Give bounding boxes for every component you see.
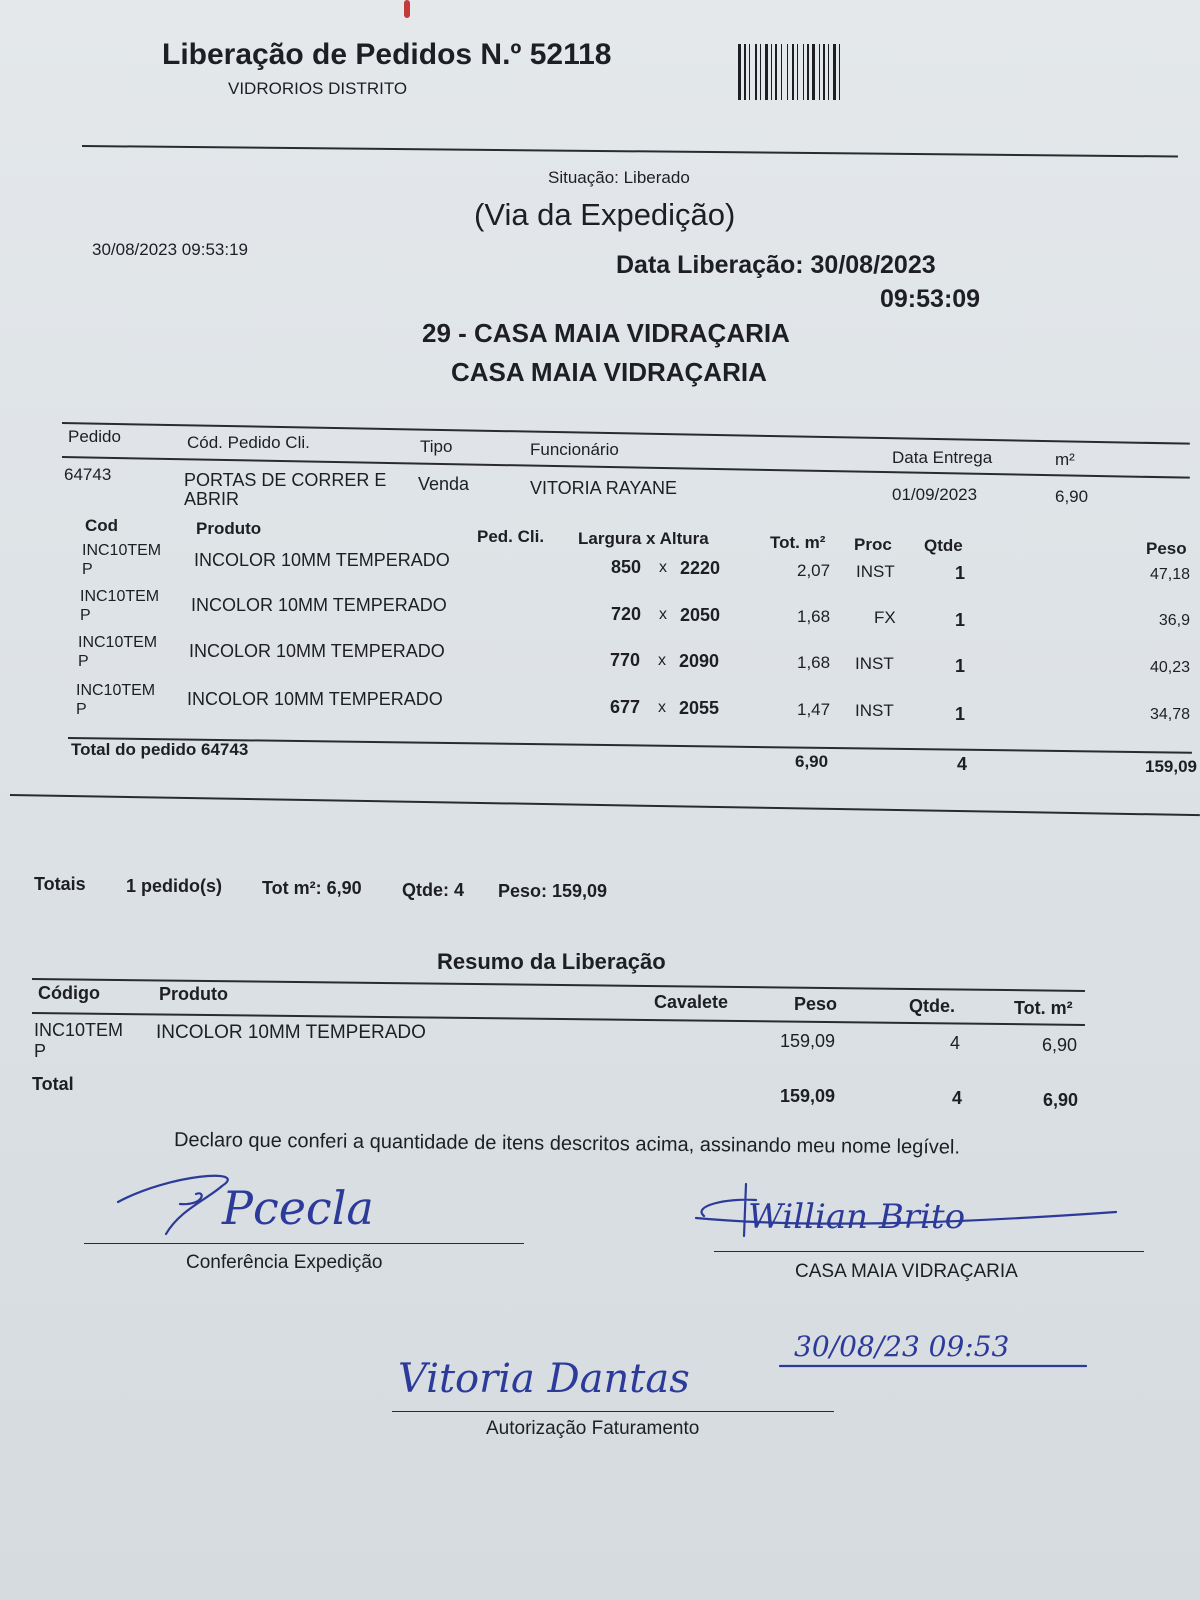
resumo-produto: INCOLOR 10MM TEMPERADO	[156, 1022, 426, 1043]
order-total-label: Total do pedido 64743	[71, 740, 249, 759]
item-proc: INST	[856, 562, 895, 581]
item-x: x	[658, 652, 666, 669]
item-cod: INC10TEM	[80, 588, 160, 605]
svg-text:Pcecla: Pcecla	[222, 1181, 374, 1235]
col-proc: Proc	[854, 535, 892, 554]
resumo-cod: INC10TEM	[34, 1020, 124, 1040]
col-peso: Peso	[1146, 539, 1187, 558]
resumo-col-tot-m2: Tot. m²	[1014, 998, 1073, 1018]
autorizacao-label: Autorização Faturamento	[486, 1418, 700, 1439]
totais-tot-m2: Tot m²: 6,90	[262, 878, 362, 898]
resumo-total-label: Total	[32, 1074, 74, 1094]
item-x: x	[659, 559, 667, 576]
item-x: x	[659, 606, 667, 623]
resumo-col-peso: Peso	[794, 994, 838, 1014]
pen-mark	[404, 0, 410, 18]
item-peso: 36,9	[1158, 612, 1190, 629]
item-largura: 850	[611, 557, 642, 577]
order-total-m2: 6,90	[795, 752, 829, 771]
resumo-total-tot-m2: 6,90	[1043, 1090, 1079, 1110]
via-label: (Via da Expedição)	[474, 197, 736, 232]
order-cod-cli-line1: PORTAS DE CORRER E	[184, 470, 387, 490]
item-tot-m2: 2,07	[797, 561, 831, 580]
item-largura: 720	[611, 604, 642, 624]
svg-text:Willian Brito: Willian Brito	[748, 1197, 966, 1237]
item-cod-suffix: P	[76, 701, 87, 718]
order-data-entrega: 01/09/2023	[892, 485, 978, 504]
item-proc: INST	[855, 654, 894, 673]
item-tot-m2: 1,68	[797, 653, 831, 672]
totais-qtde: Qtde: 4	[402, 880, 465, 900]
svg-text:30/08/23 09:53: 30/08/23 09:53	[794, 1330, 1010, 1363]
item-tot-m2: 1,47	[797, 700, 831, 719]
item-produto: INCOLOR 10MM TEMPERADO	[194, 550, 450, 570]
cliente-label: CASA MAIA VIDRAÇARIA	[795, 1261, 1018, 1282]
col-m2: m²	[1055, 450, 1075, 469]
item-tot-m2: 1,68	[797, 607, 831, 626]
barcode	[738, 44, 928, 100]
situacao-status: Situação: Liberado	[548, 168, 690, 187]
item-peso: 34,78	[1149, 706, 1190, 723]
order-funcionario: VITORIA RAYANE	[530, 478, 678, 498]
item-qtde: 1	[955, 610, 966, 630]
order-pedido: 64743	[64, 465, 112, 484]
col-ped-cli: Ped. Cli.	[477, 527, 545, 546]
col-produto: Produto	[196, 519, 262, 538]
data-liberacao-time: 09:53:09	[880, 285, 981, 313]
client-name-1: 29 - CASA MAIA VIDRAÇARIA	[422, 318, 790, 348]
order-section-divider	[10, 794, 1200, 816]
resumo-total-qtde: 4	[952, 1088, 963, 1108]
item-largura: 770	[610, 650, 641, 670]
print-datetime: 30/08/2023 09:53:19	[92, 240, 248, 259]
item-altura: 2050	[680, 605, 721, 625]
item-cod: INC10TEM	[76, 682, 156, 699]
handwritten-date	[776, 1322, 1116, 1372]
signature-line-conferencia	[84, 1243, 524, 1244]
item-cod-suffix: P	[80, 607, 91, 624]
signature-line-autorizacao	[392, 1411, 834, 1412]
resumo-total-peso: 159,09	[780, 1086, 836, 1106]
item-cod: INC10TEM	[82, 542, 162, 559]
client-name-2: CASA MAIA VIDRAÇARIA	[451, 357, 767, 387]
signature-autorizacao	[392, 1330, 812, 1414]
order-cod-cli-line2: ABRIR	[184, 489, 240, 509]
document-title: Liberação de Pedidos N.º 52118	[162, 38, 612, 71]
col-pedido: Pedido	[68, 427, 121, 446]
order-total-qtde: 4	[957, 754, 968, 774]
company-name: VIDRORIOS DISTRITO	[228, 79, 408, 98]
item-qtde: 1	[955, 704, 966, 724]
col-tot-m2: Tot. m²	[770, 533, 826, 552]
resumo-peso: 159,09	[780, 1031, 836, 1051]
signature-line-cliente	[714, 1251, 1144, 1252]
item-proc: FX	[874, 608, 896, 627]
item-produto: INCOLOR 10MM TEMPERADO	[191, 595, 447, 615]
header-divider	[82, 145, 1178, 158]
item-cod: INC10TEM	[78, 634, 158, 651]
item-produto: INCOLOR 10MM TEMPERADO	[187, 689, 443, 709]
item-altura: 2090	[679, 651, 720, 671]
resumo-cod-suffix: P	[34, 1041, 47, 1061]
order-m2: 6,90	[1055, 487, 1089, 506]
item-produto: INCOLOR 10MM TEMPERADO	[189, 641, 445, 661]
item-peso: 47,18	[1149, 566, 1190, 583]
totais-pedidos: 1 pedido(s)	[126, 876, 223, 896]
conferencia-label: Conferência Expedição	[186, 1252, 383, 1273]
resumo-title: Resumo da Liberação	[437, 949, 666, 974]
resumo-col-qtde: Qtde.	[909, 996, 956, 1016]
item-cod-suffix: P	[82, 561, 93, 578]
resumo-col-produto: Produto	[159, 984, 228, 1004]
resumo-qtde: 4	[950, 1033, 961, 1053]
col-cod: Cod	[85, 516, 119, 535]
item-peso: 40,23	[1149, 659, 1190, 676]
item-altura: 2055	[679, 698, 720, 718]
order-tipo: Venda	[418, 474, 470, 494]
svg-text:Vitoria Dantas: Vitoria Dantas	[398, 1356, 690, 1402]
col-data-entrega: Data Entrega	[892, 448, 993, 467]
signature-conferencia	[110, 1160, 470, 1250]
item-cod-suffix: P	[78, 653, 89, 670]
item-qtde: 1	[955, 656, 966, 676]
resumo-tot-m2: 6,90	[1042, 1035, 1078, 1055]
col-largura-altura: Largura x Altura	[578, 529, 709, 548]
col-qtde: Qtde	[924, 536, 963, 555]
item-proc: INST	[855, 701, 894, 720]
col-tipo: Tipo	[420, 437, 453, 456]
item-qtde: 1	[955, 563, 966, 583]
totais-peso: Peso: 159,09	[498, 881, 608, 901]
resumo-col-cavalete: Cavalete	[654, 992, 729, 1012]
col-cod-pedido-cli: Cód. Pedido Cli.	[187, 433, 310, 452]
data-liberacao: Data Liberação: 30/08/2023	[616, 251, 936, 279]
totais-label: Totais	[34, 874, 86, 894]
declaration-text: Declaro que conferi a quantidade de itens descritos acima, assinando meu nome legível.	[173, 1129, 961, 1159]
item-x: x	[658, 699, 666, 716]
item-altura: 2220	[680, 558, 721, 578]
resumo-col-codigo: Código	[38, 983, 100, 1003]
item-largura: 677	[610, 697, 641, 717]
signature-cliente	[686, 1176, 1166, 1256]
order-total-peso: 159,09	[1145, 757, 1197, 776]
col-funcionario: Funcionário	[530, 440, 619, 459]
